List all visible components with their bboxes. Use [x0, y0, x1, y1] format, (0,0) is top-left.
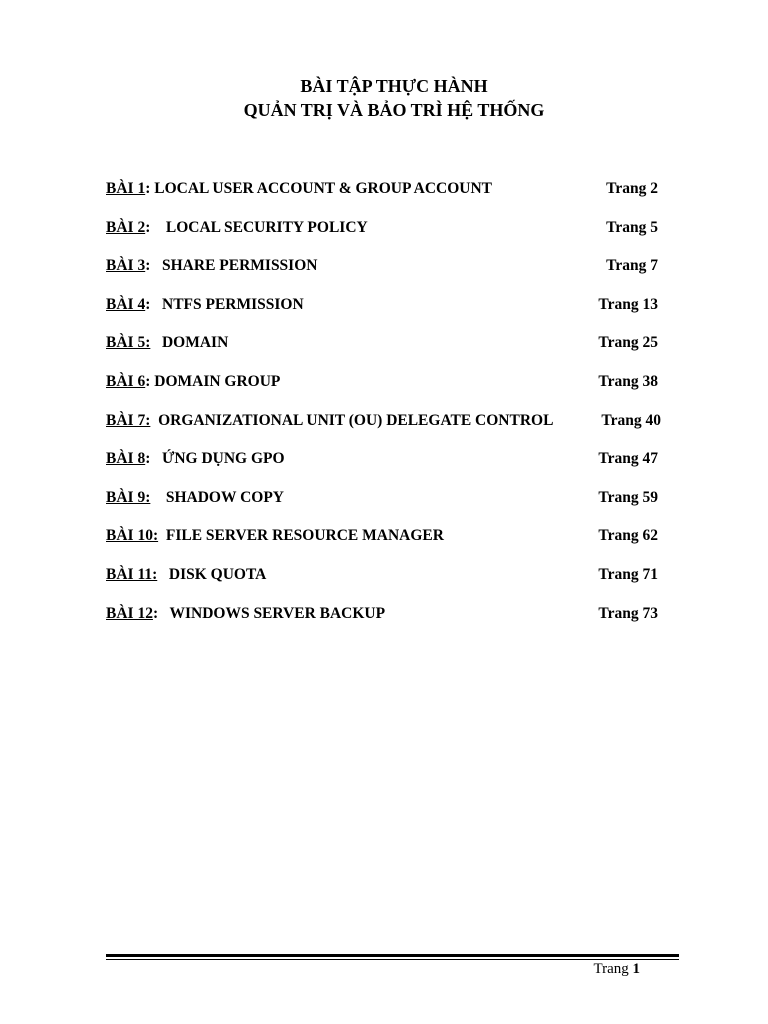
toc-entry-page: Trang 73 [598, 604, 658, 622]
toc-entry-number: BÀI 8 [106, 450, 146, 468]
table-of-contents [106, 178, 666, 641]
toc-entry-title: WINDOWS SERVER BACKUP [169, 604, 386, 622]
toc-entry-2[interactable] [106, 217, 666, 256]
toc-entry-11[interactable] [106, 564, 666, 603]
toc-entry-number: BÀI 10: [106, 527, 159, 545]
title-line-1: BÀI TẬP THỰC HÀNH [300, 76, 488, 96]
toc-entry-separator [157, 566, 169, 583]
toc-entry-3[interactable] [106, 255, 666, 294]
toc-entry-page: Trang 38 [598, 372, 658, 390]
toc-entry-number: BÀI 12 [106, 604, 153, 622]
toc-entry-number: BÀI 6 [106, 372, 146, 390]
footer-page-value: 1 [632, 961, 640, 977]
toc-entry-page: Trang 47 [598, 450, 658, 468]
toc-entry-title: DISK QUOTA [168, 565, 267, 583]
toc-entry-1[interactable] [106, 178, 666, 217]
toc-entry-number: BÀI 4 [106, 295, 146, 313]
toc-entry-title: SHARE PERMISSION [162, 257, 318, 275]
toc-entry-page: Trang 59 [598, 488, 658, 506]
toc-entry-separator: : [145, 218, 166, 236]
toc-entry-separator: : [145, 180, 155, 197]
toc-entry-8[interactable] [106, 448, 666, 487]
toc-entry-page: Trang 62 [598, 527, 658, 545]
toc-entry-title: SHADOW COPY [165, 488, 284, 506]
toc-entry-12[interactable] [106, 603, 666, 642]
toc-entry-separator: : [152, 604, 170, 622]
toc-entry-separator [158, 527, 166, 544]
toc-entry-number: BÀI 11: [106, 565, 158, 583]
toc-entry-number: BÀI 5: [106, 334, 151, 352]
toc-entry-page: Trang 71 [598, 565, 658, 583]
toc-entry-number: BÀI 7: [106, 411, 151, 429]
toc-entry-title: LOCAL SECURITY POLICY [165, 218, 368, 236]
toc-entry-separator: : [145, 450, 162, 468]
toc-entry-title: ORGANIZATIONAL UNIT (OU) DELEGATE CONTROL [158, 411, 554, 429]
toc-entry-number: BÀI 3 [106, 257, 146, 275]
toc-entry-title: LOCAL USER ACCOUNT & GROUP ACCOUNT [154, 180, 492, 197]
toc-entry-page: Trang 25 [598, 334, 658, 352]
toc-entry-4[interactable] [106, 294, 666, 333]
footer-rule [106, 954, 679, 957]
toc-entry-page: Trang 40 [601, 411, 661, 429]
toc-entry-6[interactable] [106, 371, 666, 410]
toc-entry-page: Trang 5 [606, 218, 658, 236]
toc-entry-number: BÀI 2 [106, 218, 146, 236]
toc-entry-number: BÀI 1 [106, 180, 146, 197]
toc-entry-separator [150, 412, 158, 429]
toc-entry-7[interactable] [106, 410, 666, 449]
toc-entry-separator [150, 489, 166, 506]
toc-entry-9[interactable] [106, 487, 666, 526]
title-line-2: QUẢN TRỊ VÀ BẢO TRÌ HỆ THỐNG [243, 100, 545, 120]
toc-entry-separator: : [145, 257, 162, 275]
toc-entry-number: BÀI 9: [106, 488, 151, 506]
toc-entry-separator: : [145, 372, 155, 390]
toc-entry-page: Trang 7 [606, 257, 658, 275]
toc-entry-separator [150, 334, 162, 351]
document-title [0, 74, 768, 122]
toc-entry-separator: : [145, 295, 162, 313]
toc-entry-page: Trang 13 [598, 295, 658, 313]
toc-entry-5[interactable] [106, 332, 666, 371]
toc-entry-page: Trang 2 [606, 180, 658, 197]
footer-page-label: Trang [593, 961, 633, 977]
footer-page-number [593, 958, 640, 980]
toc-entry-title: DOMAIN [161, 334, 229, 352]
toc-entry-title: ỨNG DỤNG GPO [162, 450, 285, 468]
toc-entry-10[interactable] [106, 525, 666, 564]
toc-entry-title: DOMAIN GROUP [154, 372, 281, 390]
toc-entry-title: FILE SERVER RESOURCE MANAGER [165, 527, 444, 545]
toc-entry-title: NTFS PERMISSION [162, 295, 304, 313]
